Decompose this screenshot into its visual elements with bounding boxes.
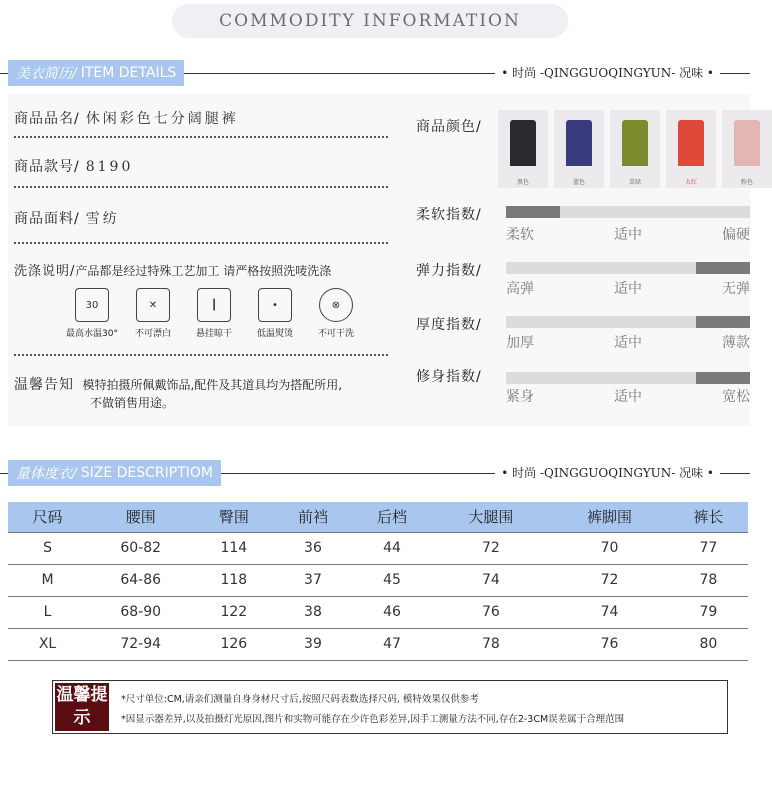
col-header: 腰围	[125, 508, 156, 527]
swatch-caption: 粉色	[740, 179, 753, 186]
no-dryclean-icon: ⊗	[319, 288, 353, 322]
care-item	[64, 288, 120, 339]
item-details-tag-cn: 美衣简历/	[16, 66, 77, 82]
scale-low: 高弹	[506, 281, 534, 297]
table-header-row	[8, 502, 748, 532]
table-cell: 79	[699, 604, 718, 620]
fabric-value: 雪纺	[85, 211, 120, 227]
notes-badge: 温馨提示	[55, 683, 109, 731]
fit-scale	[506, 372, 750, 384]
table-cell: 38	[304, 604, 322, 620]
thickness-scale	[506, 316, 750, 328]
thickness-marker	[696, 316, 750, 328]
brand-slogan: • 时尚 -QINGGUOQINGYUN- 况味 •	[495, 64, 720, 81]
table-cell: 39	[304, 636, 322, 652]
size-table	[8, 502, 748, 661]
table-cell: 45	[383, 572, 401, 588]
pants-image	[566, 120, 592, 166]
wash-value: 产品都是经过特殊工艺加工 请严格按照洗唛洗涤	[75, 264, 332, 278]
pants-image	[734, 120, 760, 166]
swatch-green	[610, 110, 660, 188]
col-header: 前裆	[297, 508, 328, 527]
table-cell: 76	[600, 636, 619, 652]
low-iron-icon: •	[258, 288, 292, 322]
care-label: 不可干洗	[317, 329, 354, 339]
top-banner	[172, 4, 568, 38]
name-row	[14, 108, 388, 128]
care-label: 低温熨烫	[256, 329, 293, 339]
color-swatches	[498, 110, 772, 188]
size-cell: S	[43, 540, 52, 556]
table-cell: 126	[220, 636, 248, 652]
care-item	[186, 288, 242, 339]
thickness-scale-labels	[506, 332, 750, 352]
name-label: 商品品名/	[14, 111, 80, 127]
col-header: 臀围	[218, 508, 249, 527]
code-label: 商品款号/	[14, 159, 80, 175]
table-cell: 72-94	[120, 636, 162, 652]
softness-scale	[506, 206, 750, 218]
scale-high: 无弹	[722, 281, 750, 297]
scale-low: 紧身	[506, 389, 534, 405]
size-tag	[8, 460, 221, 486]
softness-marker	[506, 206, 560, 218]
col-header: 裤脚围	[587, 508, 633, 527]
size-tag-cn: 量体度衣/	[16, 466, 77, 482]
wash-row	[14, 260, 388, 279]
scale-high: 薄款	[722, 335, 750, 351]
note-line-2: *因显示器差异,以及拍摄灯光原因,图片和实物可能存在少许色彩差异,因手工测量方法不同,存在2-3CM误差属于合理范围	[121, 714, 625, 725]
table-row	[8, 596, 748, 628]
fit-marker	[696, 372, 750, 384]
table-cell: 77	[699, 540, 718, 556]
col-header: 后档	[377, 508, 408, 527]
table-cell: 64-86	[120, 572, 162, 588]
size-cell: M	[41, 572, 54, 588]
care-label: 不可漂白	[134, 329, 171, 339]
table-cell: 36	[304, 540, 322, 556]
scale-low: 加厚	[506, 335, 534, 351]
no-bleach-icon: ✕	[136, 288, 170, 322]
table-cell: 68-90	[120, 604, 162, 620]
elasticity-scale	[506, 262, 750, 274]
item-details-tag-en: ITEM DETAILS	[80, 65, 177, 81]
table-cell: 44	[383, 540, 401, 556]
hang-dry-icon: ┃	[197, 288, 231, 322]
care-item	[125, 288, 181, 339]
size-tag-en: SIZE DESCRIPTIOM	[80, 465, 213, 481]
table-cell: 70	[600, 540, 619, 556]
table-cell: 122	[220, 604, 248, 620]
elasticity-scale-labels	[506, 278, 750, 298]
fit-label: 修身指数/	[416, 369, 482, 385]
wash-label: 洗涤说明/	[14, 264, 76, 279]
table-cell: 46	[383, 604, 401, 620]
table-row	[8, 628, 748, 660]
scale-low: 柔软	[506, 227, 534, 243]
swatch-blue	[554, 110, 604, 188]
scale-mid: 适中	[614, 281, 642, 297]
name-value: 休闲彩色七分阔腿裤	[85, 111, 239, 127]
details-panel	[8, 94, 753, 426]
table-cell: 78	[699, 572, 718, 588]
scale-mid: 适中	[614, 389, 642, 405]
code-row	[14, 156, 388, 176]
softness-scale-labels	[506, 224, 750, 244]
item-details-header	[0, 60, 750, 88]
swatch-pink	[722, 110, 772, 188]
table-row	[8, 532, 748, 564]
table-cell: 78	[481, 636, 500, 652]
thickness-label: 厚度指数/	[416, 317, 482, 333]
table-cell: 47	[383, 636, 401, 652]
size-cell: L	[43, 604, 52, 620]
care-item	[308, 288, 364, 339]
swatch-caption: 蓝色	[572, 179, 585, 186]
fit-scale-labels	[506, 386, 750, 406]
table-cell: 60-82	[120, 540, 162, 556]
divider	[14, 136, 388, 138]
care-label: 最高水温30°	[66, 329, 118, 339]
notes-box	[52, 680, 728, 734]
elasticity-label: 弹力指数/	[416, 263, 482, 279]
scale-high: 宽松	[722, 389, 750, 405]
size-cell: XL	[38, 636, 57, 652]
care-label: 悬挂晾干	[195, 329, 232, 339]
table-cell: 74	[600, 604, 619, 620]
code-value: 8190	[85, 159, 134, 175]
notice-label: 温馨告知	[14, 377, 74, 393]
swatch-caption: 黑色	[516, 179, 529, 186]
pants-image	[622, 120, 648, 166]
col-header: 裤长	[693, 508, 724, 527]
col-header: 尺码	[32, 508, 63, 527]
item-details-tag	[8, 60, 184, 86]
color-label: 商品颜色/	[416, 119, 482, 135]
col-header: 大腿围	[468, 508, 514, 527]
table-cell: 76	[481, 604, 500, 620]
divider	[14, 242, 388, 244]
scale-high: 偏硬	[722, 227, 750, 243]
scale-mid: 适中	[614, 227, 642, 243]
pants-image	[678, 120, 704, 166]
brand-slogan: • 时尚 -QINGGUOQINGYUN- 况味 •	[495, 464, 720, 481]
table-cell: 72	[600, 572, 619, 588]
pants-image	[510, 120, 536, 166]
fabric-row	[14, 208, 388, 228]
fabric-label: 商品面料/	[14, 211, 80, 227]
notice-value: 模特拍摄所佩戴饰品,配件及其道具均为搭配所用,	[82, 378, 343, 392]
swatch-caption: 大红	[684, 179, 697, 186]
wash-30-icon: 30	[75, 288, 109, 322]
table-cell: 37	[304, 572, 322, 588]
softness-label: 柔软指数/	[416, 207, 482, 223]
swatch-red	[666, 110, 716, 188]
table-cell: 80	[699, 636, 718, 652]
table-cell: 114	[220, 540, 248, 556]
table-cell: 118	[220, 572, 248, 588]
care-icons	[64, 288, 364, 339]
table-cell: 72	[481, 540, 500, 556]
size-description-header	[0, 460, 750, 488]
swatch-black	[498, 110, 548, 188]
swatch-caption: 草绿	[628, 179, 641, 186]
divider	[14, 186, 388, 188]
note-line-1: *尺寸单位:CM,请亲们测量自身身材尺寸后,按照尺码表数选择尺码, 模特效果仅供参考	[121, 694, 479, 705]
notice-row	[14, 374, 388, 394]
table-row	[8, 564, 748, 596]
care-item	[247, 288, 303, 339]
elasticity-marker	[696, 262, 750, 274]
divider	[14, 354, 388, 356]
scale-mid: 适中	[614, 335, 642, 351]
notice-value-2: 不做销售用途。	[90, 396, 175, 410]
banner-title: COMMODITY INFORMATION	[219, 11, 521, 31]
table-cell: 74	[481, 572, 500, 588]
